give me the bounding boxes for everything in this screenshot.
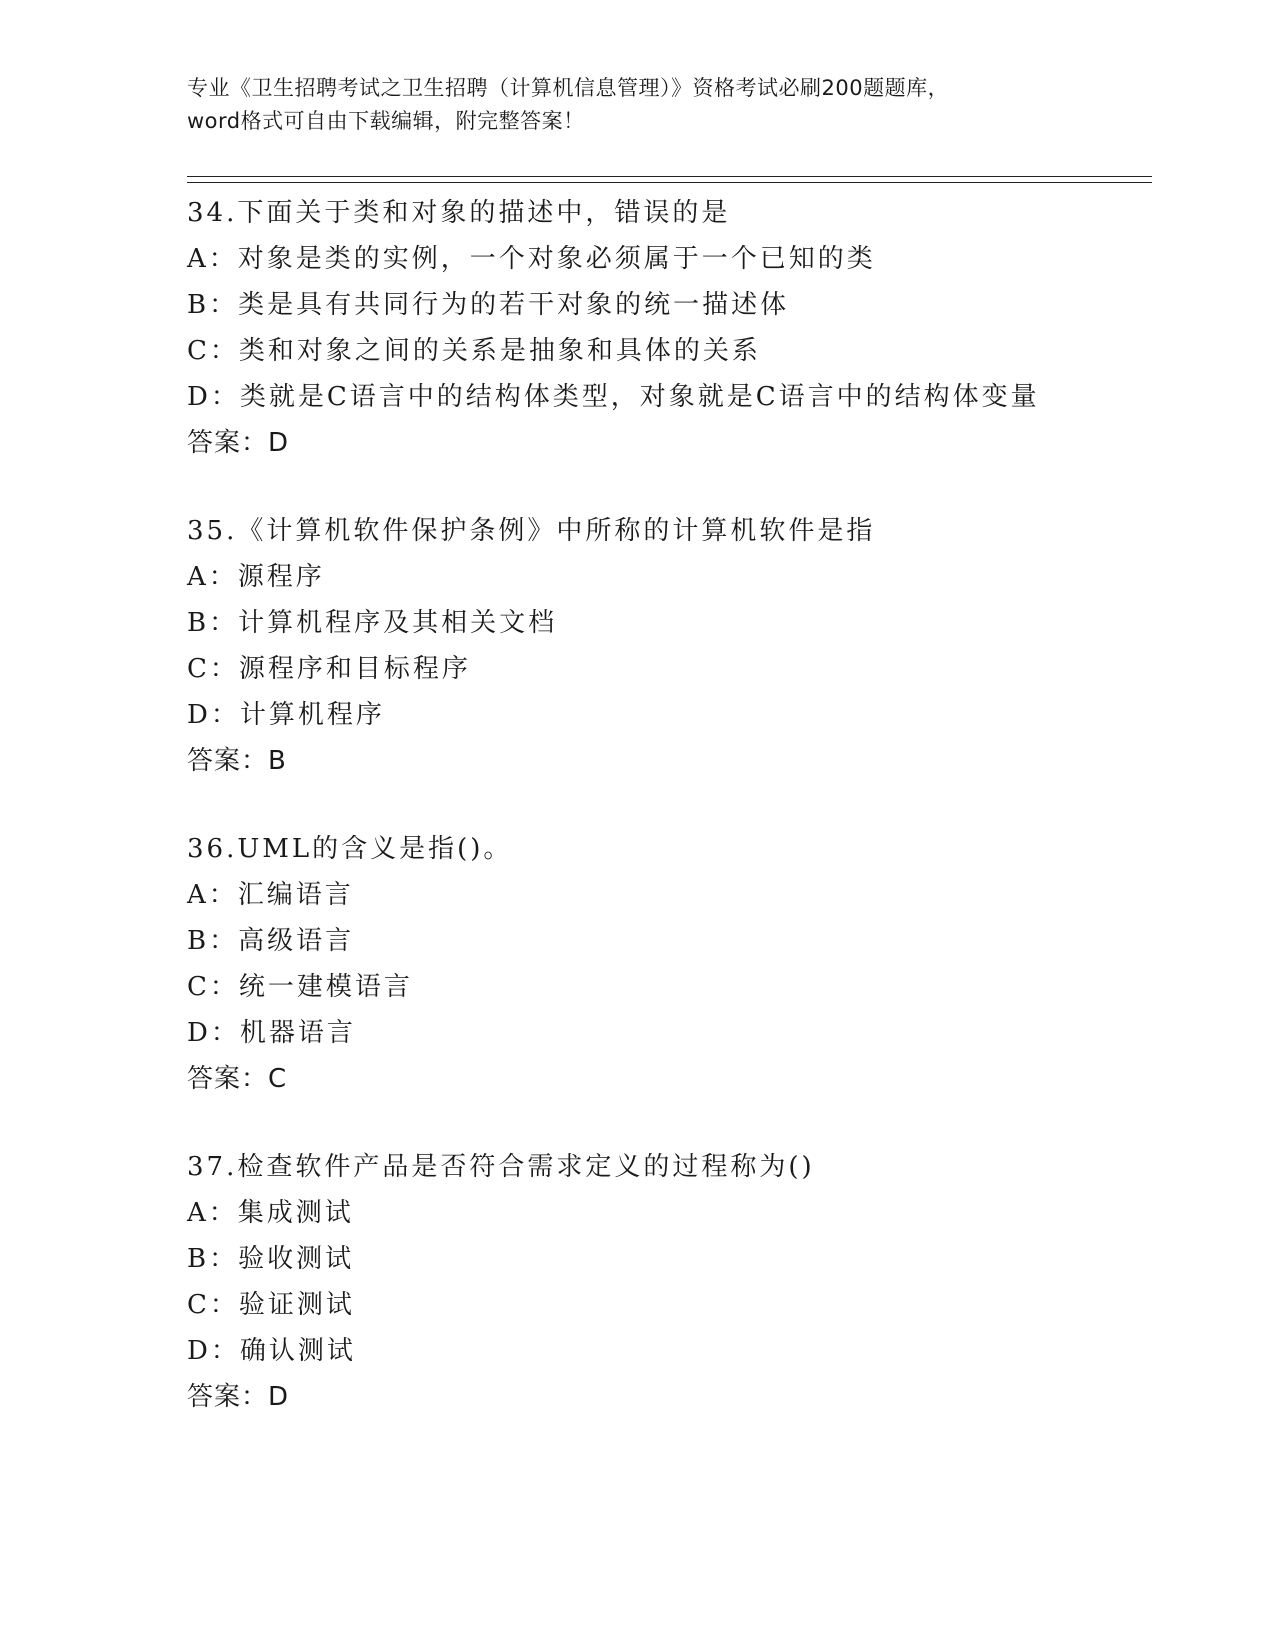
option-d: D：确认测试 xyxy=(187,1336,356,1366)
option-a: A：源程序 xyxy=(187,562,325,592)
option-b: B：高级语言 xyxy=(187,926,355,956)
question-stem: 36.UML的含义是指()。 xyxy=(187,834,513,864)
answer: 答案：B xyxy=(187,746,287,776)
question-35 xyxy=(187,508,1152,784)
question-spacer xyxy=(187,466,1152,508)
answer: 答案：D xyxy=(187,428,290,458)
option-b: B：验收测试 xyxy=(187,1244,355,1274)
question-36 xyxy=(187,826,1152,1102)
option-c: C：源程序和目标程序 xyxy=(187,654,471,684)
question-stem: 37.检查软件产品是否符合需求定义的过程称为() xyxy=(187,1152,815,1182)
option-a: A：对象是类的实例，一个对象必须属于一个已知的类 xyxy=(187,244,876,274)
option-c: C：验证测试 xyxy=(187,1290,355,1320)
option-a: A：集成测试 xyxy=(187,1198,354,1228)
option-c: C：类和对象之间的关系是抽象和具体的关系 xyxy=(187,336,761,366)
question-stem: 34.下面关于类和对象的描述中，错误的是 xyxy=(187,198,731,228)
question-spacer xyxy=(187,784,1152,826)
answer: 答案：D xyxy=(187,1382,290,1412)
question-spacer xyxy=(187,1102,1152,1144)
option-d: D：类就是C语言中的结构体类型，对象就是C语言中的结构体变量 xyxy=(187,382,1040,412)
option-d: D：机器语言 xyxy=(187,1018,356,1048)
document-header xyxy=(187,72,1087,138)
question-stem: 35.《计算机软件保护条例》中所称的计算机软件是指 xyxy=(187,516,876,546)
option-c: C：统一建模语言 xyxy=(187,972,413,1002)
header-rule-bottom xyxy=(187,182,1152,183)
header-line-2: word格式可自由下载编辑，附完整答案！ xyxy=(187,109,585,133)
answer: 答案：C xyxy=(187,1064,288,1094)
option-d: D：计算机程序 xyxy=(187,700,385,730)
question-34 xyxy=(187,190,1152,466)
question-37 xyxy=(187,1144,1152,1420)
header-rule-top xyxy=(187,176,1152,177)
option-a: A：汇编语言 xyxy=(187,880,354,910)
header-line-1: 专业《卫生招聘考试之卫生招聘（计算机信息管理）》资格考试必刷200题题库， xyxy=(187,76,950,100)
option-b: B：类是具有共同行为的若干对象的统一描述体 xyxy=(187,290,790,320)
question-list xyxy=(187,190,1152,1420)
option-b: B：计算机程序及其相关文档 xyxy=(187,608,558,638)
